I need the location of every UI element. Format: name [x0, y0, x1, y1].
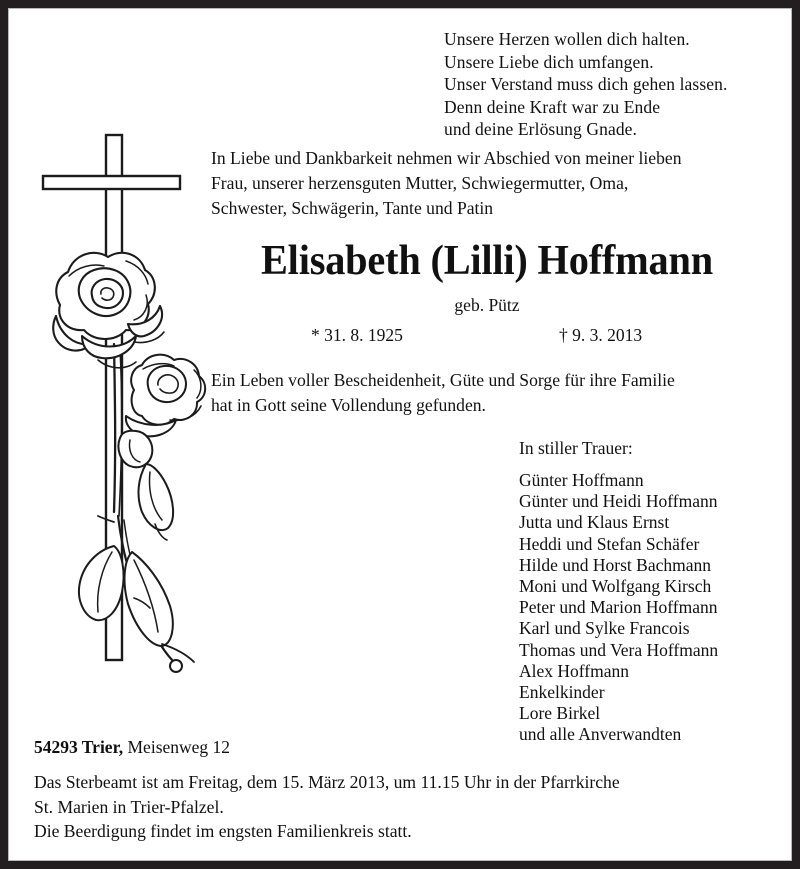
- announcement-text: [211, 146, 763, 221]
- verse-line: Unser Verstand muss dich gehen lassen.: [444, 74, 728, 95]
- death-date: † 9. 3. 2013: [559, 325, 643, 345]
- birth-date: * 31. 8. 1925: [311, 325, 403, 345]
- list-item: Lore Birkel: [519, 703, 601, 724]
- list-item: Peter und Marion Hoffmann: [519, 597, 718, 618]
- announcement-line: In Liebe und Dankbarkeit nehmen wir Abschied von meiner lieben: [211, 148, 682, 168]
- verse-line: Unsere Liebe dich umfangen.: [444, 51, 654, 72]
- list-item: Alex Hoffmann: [519, 660, 629, 681]
- list-item: und alle Anverwandten: [519, 724, 682, 745]
- list-item: Karl und Sylke Francois: [519, 618, 690, 639]
- deceased-name: Elisabeth (Lilli) Hoffmann: [260, 238, 714, 284]
- cross-with-roses-illustration: [22, 120, 212, 680]
- service-line: St. Marien in Trier-Pfalzel.: [34, 797, 224, 817]
- mourners-heading: In stiller Trauer:: [519, 438, 633, 458]
- verse-line: Denn deine Kraft war zu Ende: [444, 96, 661, 117]
- burial-note: Die Beerdigung findet im engsten Familienkreis statt.: [34, 821, 412, 841]
- tribute-line: Ein Leben voller Bescheidenheit, Güte und Sorge für ihre Familie: [211, 370, 675, 390]
- mourners-block: [519, 437, 781, 746]
- address-street: Meisenweg 12: [127, 737, 231, 757]
- verse-line: und deine Erlösung Gnade.: [444, 119, 638, 140]
- announcement-line: Schwester, Schwägerin, Tante und Patin: [211, 198, 494, 218]
- service-line: Das Sterbeamt ist am Freitag, dem 15. März 2013, um 11.15 Uhr in der Pfarrkirche: [34, 772, 620, 792]
- tribute-line: hat in Gott seine Vollendung gefunden.: [211, 395, 486, 415]
- list-item: Heddi und Stefan Schäfer: [519, 533, 700, 554]
- address-city: 54293 Trier,: [34, 737, 124, 757]
- list-item: Enkelkinder: [519, 682, 605, 703]
- announcement-line: Frau, unserer herzensguten Mutter, Schwiegermutter, Oma,: [211, 173, 629, 193]
- verse-block: [444, 28, 780, 141]
- list-item: Hilde und Horst Bachmann: [519, 554, 711, 575]
- deceased-name-block: [211, 238, 763, 316]
- list-item: Günter und Heidi Hoffmann: [519, 491, 718, 512]
- mourners-list: [519, 470, 781, 746]
- list-item: Thomas und Vera Hoffmann: [519, 639, 719, 660]
- tribute-text: [211, 368, 763, 418]
- address-line: [34, 736, 230, 758]
- list-item: Jutta und Klaus Ernst: [519, 512, 670, 533]
- verse-line: Unsere Herzen wollen dich halten.: [444, 29, 690, 49]
- maiden-name: geb. Pütz: [454, 295, 520, 315]
- list-item: Moni und Wolfgang Kirsch: [519, 576, 712, 597]
- list-item: Günter Hoffmann: [519, 470, 644, 490]
- funeral-service-details: [34, 770, 764, 820]
